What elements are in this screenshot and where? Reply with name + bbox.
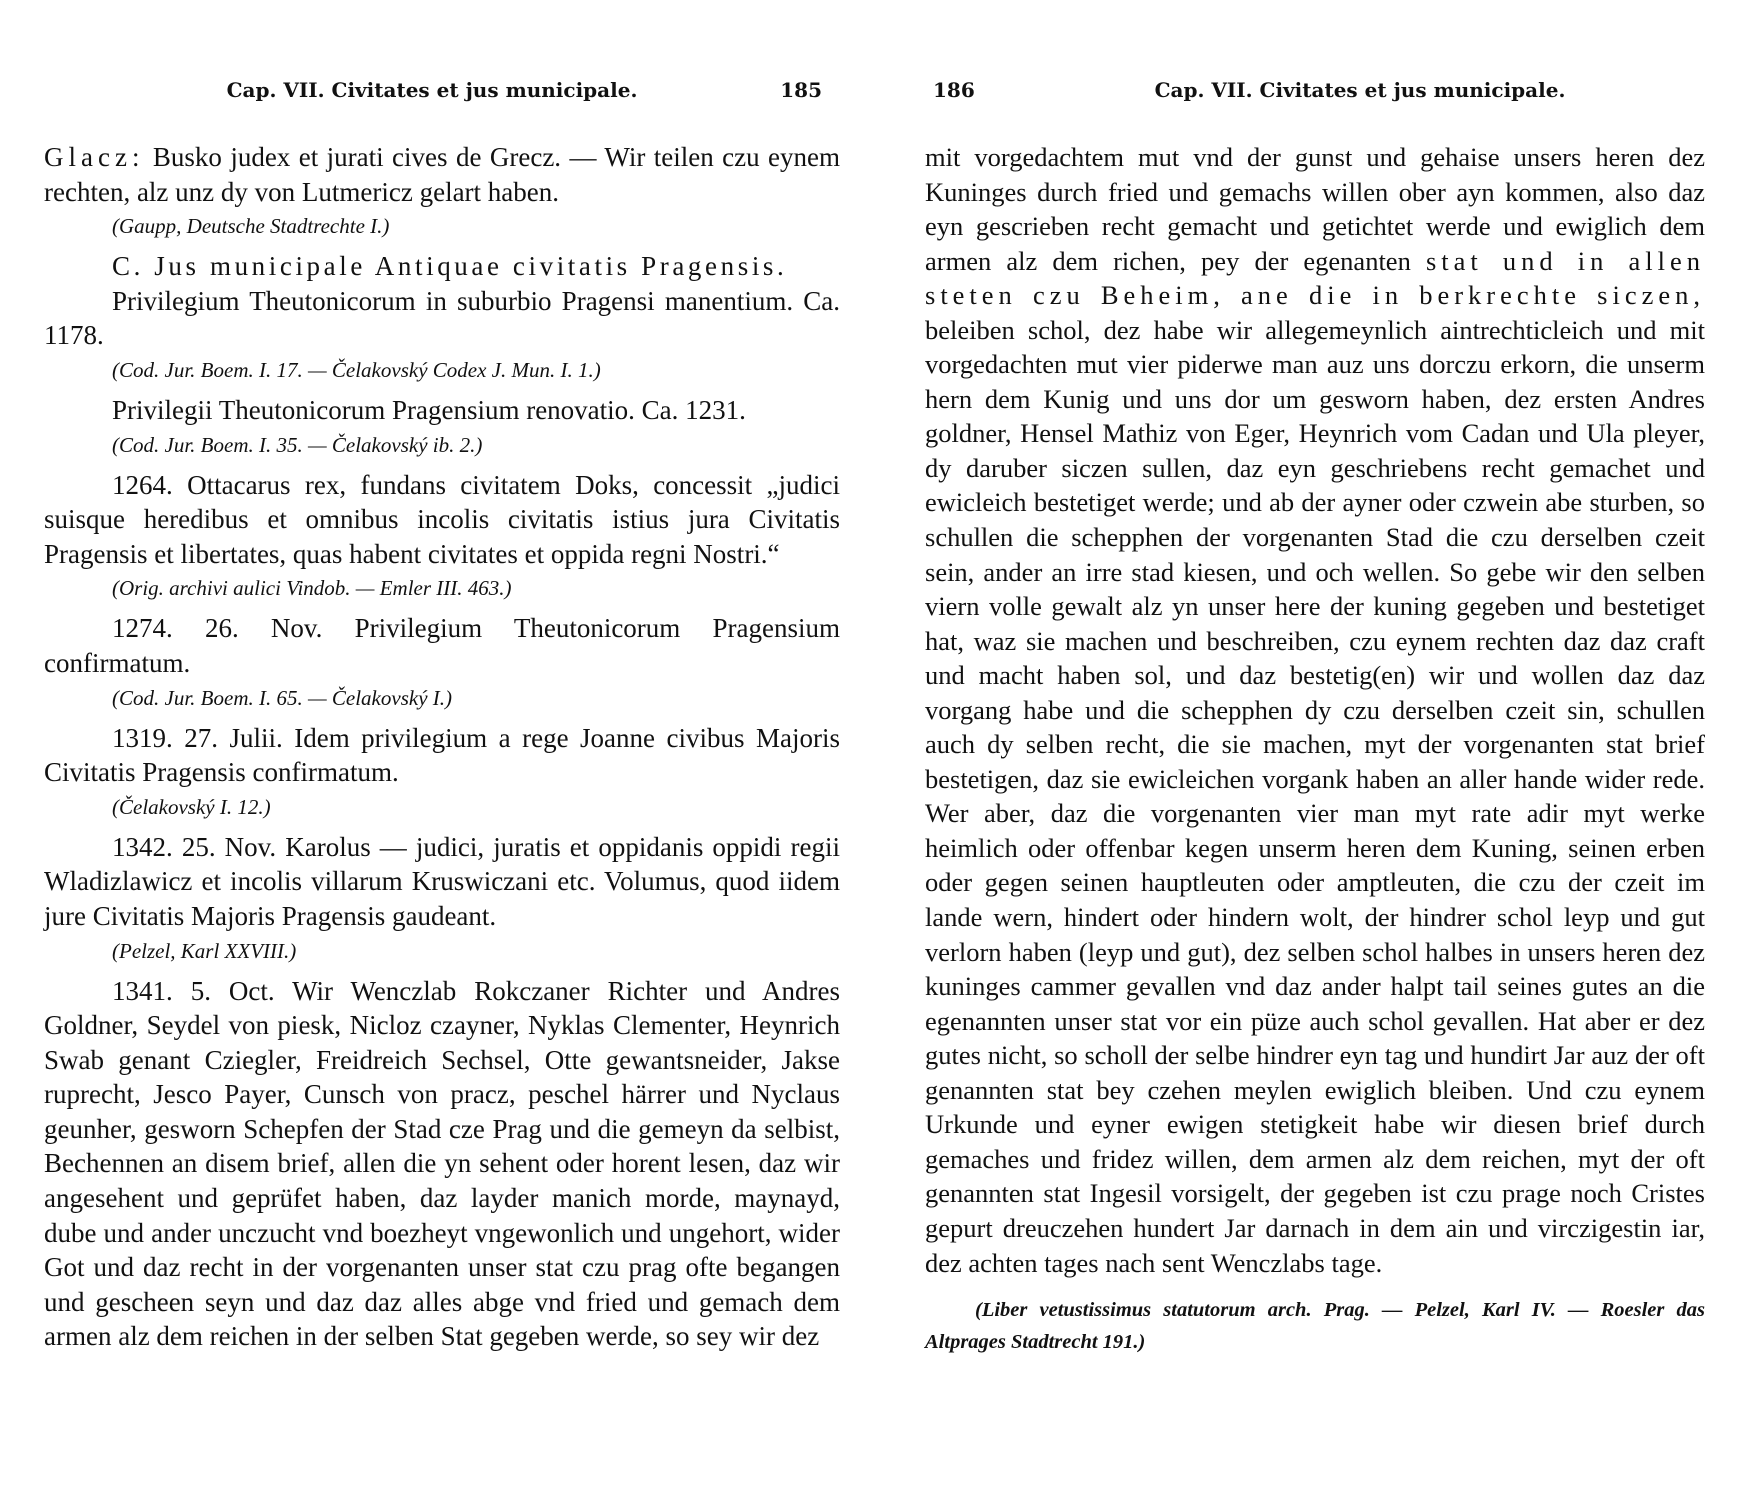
paragraph: 1274. 26. Nov. Privilegium Theutonicorum Pragensium confirmatum. [44,613,840,678]
paragraph: 1342. 25. Nov. Karolus — judici, juratis et oppidanis oppidi regii Wladizlawicz et incolis villarum Kruswiczani etc. Volumus, quod iidem jure Civitatis Majoris Pragensis gaudeant. [44,831,840,931]
paragraph: 1341. 5. Oct. Wir Wenczlab Rokczaner Richter und Andres Goldner, Seydel von piesk, Nicloz czayner, Nyklas Clementer, Heynrich Swab genant Cziegler, Freidreich Sechsel, Otte gewantsneider, Jakse ruprecht, Jesco Payer, Cunsch von pracz, peschel härrer und Nyclaus geunher, gesworn Schepfen der Stad cze Prag und die gemeyn da selbist, Bechennen an disem brief, allen die yn sehent oder horent lesen, daz wir angesehent und geprüfet haben, daz layder manich morde, maynayd, dube und ander unczucht vnd boezheyt vngewonlich und ungehort, wider Got und daz recht in der vorgenanten unser stat czu prag ofte begangen und gescheen seyn und daz daz alles abge vnd fried und gemach dem armen alz dem reichen in der selben Stat gegeben werde, so sey wir dez [44,975,840,1352]
source-citation: (Čelakovský I. 12.) [112,794,271,819]
paragraph-text: Busko judex et jurati cives de Grecz. — Wir teilen czu eynem rechten, alz unz dy von Lutmericz gelart haben. [44,142,840,207]
left-running-head [44,78,840,112]
paragraph: Privilegium Theutonicorum in suburbio Pragensi manentium. Ca. 1178. [44,285,840,351]
right-source-citation: (Liber vetustissimus statutorum arch. Prag. — Pelzel, Karl IV. — Roesler das Altprages Stadtrecht 191.) [925,1299,1705,1354]
section-heading: C. Jus municipale Antiquae civitatis Pragensis. [112,251,788,282]
right-page-number: 186 [933,78,975,102]
left-page-number: 185 [780,78,822,102]
place-name: Glacz: [44,142,145,172]
source-citation: (Cod. Jur. Boem. I. 17. — Čelakovský Codex J. Mun. I. 1.) [112,357,601,382]
paragraph: 1319. 27. Julii. Idem privilegium a rege Joanne civibus Majoris Civitatis Pragensis confirmatum. [44,722,840,788]
right-text-spaced: stat und in allen steten czu Beheim, ane die in berkrechte siczen, [925,245,1705,311]
source-citation: (Cod. Jur. Boem. I. 35. — Čelakovský ib. 2.) [112,432,483,457]
source-citation: (Orig. archivi aulici Vindob. — Emler III. 463.) [112,576,512,601]
left-page-body [44,140,840,1354]
right-main-paragraph [925,140,1705,1280]
source-citation: (Cod. Jur. Boem. I. 65. — Čelakovský I.) [112,685,452,710]
source-citation: (Gaupp, Deutsche Stadtrechte I.) [112,214,390,239]
right-running-title: Cap. VII. Civitates et jus municipale. [1154,78,1566,102]
paragraph: 1264. Ottacarus rex, fundans civitatem Doks, concessit „judici suisque heredibus et omnibus incolis civitatis istius jura Civitatis Pragensis et libertates, quas habent civitates et oppida regni Nostri.“ [44,469,840,569]
right-running-head [925,78,1705,112]
left-running-title: Cap. VII. Civitates et jus municipale. [226,78,638,102]
right-text-b: beleiben schol, dez habe wir allegemeynlich aintrechticleich und mit vorgedachten mut vier piderwe man auz uns dorczu erkorn, die unserm hern dem Kunig und uns dor um gesworn haben, dez ersten Andres goldner, Hensel Mathiz von Eger, Heynrich vom Cadan und Ula pleyer, dy daruber siczen sullen, daz eyn geschriebens recht gemachet und ewicleich bestetiget werde; und ab der ayner oder czwein abe sturben, so schullen die schepphen der vorgenanten Stad die czu derselben czeit sein, ander an irre stad kiesen, und och wellen. So gebe wir den selben viern volle gewalt alz yn unser here der kuning gegeben und bestetiget hat, waz sie machen und beschreiben, czu eynem rechten daz daz craft und macht haben sol, und daz bestetig(en) wir und wollen daz daz vorgang habe und die schepphen dy czu derselben czeit sin, schullen auch dy selben recht, die sie machen, myt der vorgenanten stat brief bestetigen, daz sie ewicleichen vorgank haben an aller hande wider rede. Wer aber, daz die vorgenanten vier man myt rate adir myt werke heimlich oder offenbar kegen unserm heren dem Kuning, seinen erben oder gegen seinen hauptleuten oder amptleuten, die czu der czeit im lande wern, hindert oder hindern wolt, der hindrer schol leyp und gut verlorn haben (leyp und gut), dez selben schol halbes in unsers heren dez kuninges cammer gevallen vnd daz ander halpt tail seines gutes an die egenannten unser stat vor ein püze auch schol gevallen. Hat aber er dez gutes nicht, so scholl der selbe hindrer eyn tag und hundirt Jar auz der oft genannten stat bey czehen meylen ewiglich bleiben. Und czu eynem Urkunde und eyner ewigen stetigkeit habe wir diesen brief durch gemaches und fridez willen, dem armen alz dem reichen, myt der oft genannten stat Ingesil vorsigelt, der gegeben ist czu prage noch Cristes gepurt dreuczehen hundert Jar darnach in dem ain und virczigestin iar, dez achten tages nach sent Wenczlabs tage. [925,314,1705,1278]
paragraph [44,140,840,209]
right-page-body [925,140,1705,1358]
source-citation: (Pelzel, Karl XXVIII.) [112,938,297,963]
paragraph: Privilegii Theutonicorum Pragensium renovatio. Ca. 1231. [112,394,746,425]
right-text-a: mit vorgedachtem mut vnd der gunst und gehaise unsers heren dez Kuninges durch fried und gemachs willen ober ayn kommen, also daz eyn gescrieben recht gemacht und getichtet werde und ewiglich dem armen alz dem richen, pey der egenanten [925,142,1705,276]
